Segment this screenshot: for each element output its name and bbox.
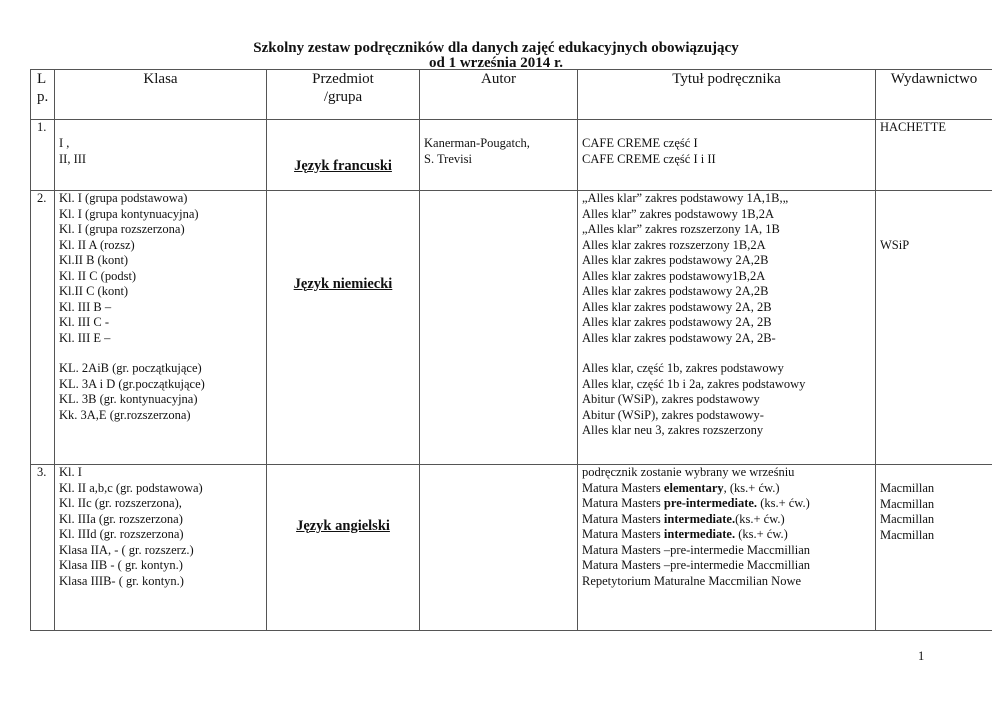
- row-przedmiot: Język francuski: [267, 120, 420, 191]
- row-wydawnictwo: WSiP: [876, 191, 992, 465]
- row-wydawnictwo: HACHETTE: [876, 120, 992, 191]
- document-title-line2: od 1 września 2014 r.: [428, 55, 564, 71]
- table-row: [31, 120, 992, 191]
- row-przedmiot: Język angielski: [267, 465, 420, 631]
- row-przedmiot: Język niemiecki: [267, 191, 420, 465]
- document-title-line1: Szkolny zestaw podręczników dla danych zajęć edukacyjnych obowiązujący: [253, 40, 739, 56]
- header-klasa: Klasa: [55, 70, 267, 120]
- page-number: 1: [918, 649, 925, 663]
- row-klasa: Kl. I (grupa podstawowa) Kl. I (grupa kontynuacyjna) Kl. I (grupa rozszerzona) Kl. II A (rozsz) Kl.II B (kont) Kl. II C (podst) Kl.II C (kont) Kl. III B – Kl. III C - Kl. III E – KL. 2AiB (gr. początkujące) KL. 3A i D (gr.początkujące) KL. 3B (gr. kontynuacyjna) Kk. 3A,E (gr.rozszerzona): [55, 191, 267, 465]
- row-lp: 1.: [31, 120, 55, 191]
- row-tytul: podręcznik zostanie wybrany we wrześniu Matura Masters elementary, (ks.+ ćw.) Matura Masters pre-intermediate. (ks.+ ćw.) Matura Masters intermediate.(ks.+ ćw.) Matura Masters intermediate. (ks.+ ćw.) Matura Masters –pre-intermedie Maccmillian Matura Masters –pre-intermedie Maccmillian Repetytorium Maturalne Maccmilian Nowe: [578, 465, 876, 631]
- row-autor: [420, 465, 578, 631]
- row-lp: 3.: [31, 465, 55, 631]
- row-autor: [420, 191, 578, 465]
- header-row: [31, 70, 992, 120]
- header-wydawnictwo: Wydawnictwo: [876, 70, 992, 120]
- header-autor: Autor: [420, 70, 578, 120]
- row-tytul: „Alles klar” zakres podstawowy 1A,1B,„ Alles klar” zakres podstawowy 1B,2A „Alles klar” zakres rozszerzony 1A, 1B Alles klar zakres rozszerzony 1B,2A Alles klar zakres podstawowy 2A,2B Alles klar zakres podstawowy1B,2A Alles klar zakres podstawowy 2A,2B Alles klar zakres podstawowy 2A, 2B Alles klar zakres podstawowy 2A, 2B Alles klar zakres podstawowy 2A, 2B- Alles klar, część 1b, zakres podstawowy Alles klar, część 1b i 2a, zakres podstawowy Abitur (WSiP), zakres podstawowy Abitur (WSiP), zakres podstawowy- Alles klar neu 3, zakres rozszerzony: [578, 191, 876, 465]
- row-wydawnictwo: Macmillan Macmillan Macmillan Macmillan: [876, 465, 992, 631]
- table-row: [31, 465, 992, 631]
- row-lp: 2.: [31, 191, 55, 465]
- row-autor: Kanerman-Pougatch, S. Trevisi: [420, 120, 578, 191]
- header-lp: L p.: [31, 70, 55, 120]
- header-tytul: Tytuł podręcznika: [578, 70, 876, 120]
- header-przedmiot: Przedmiot /grupa: [267, 70, 420, 120]
- table-row: [31, 191, 992, 465]
- row-tytul: CAFE CREME część I CAFE CREME część I i II: [578, 120, 876, 191]
- textbook-table: [30, 69, 992, 631]
- row-klasa: Kl. I Kl. II a,b,c (gr. podstawowa) Kl. IIc (gr. rozszerzona), Kl. IIIa (gr. rozszerzona) Kl. IIId (gr. rozszerzona) Klasa IIA, - ( gr. rozszerz.) Klasa IIB - ( gr. kontyn.) Klasa IIIB- ( gr. kontyn.): [55, 465, 267, 631]
- row-klasa: I , II, III: [55, 120, 267, 191]
